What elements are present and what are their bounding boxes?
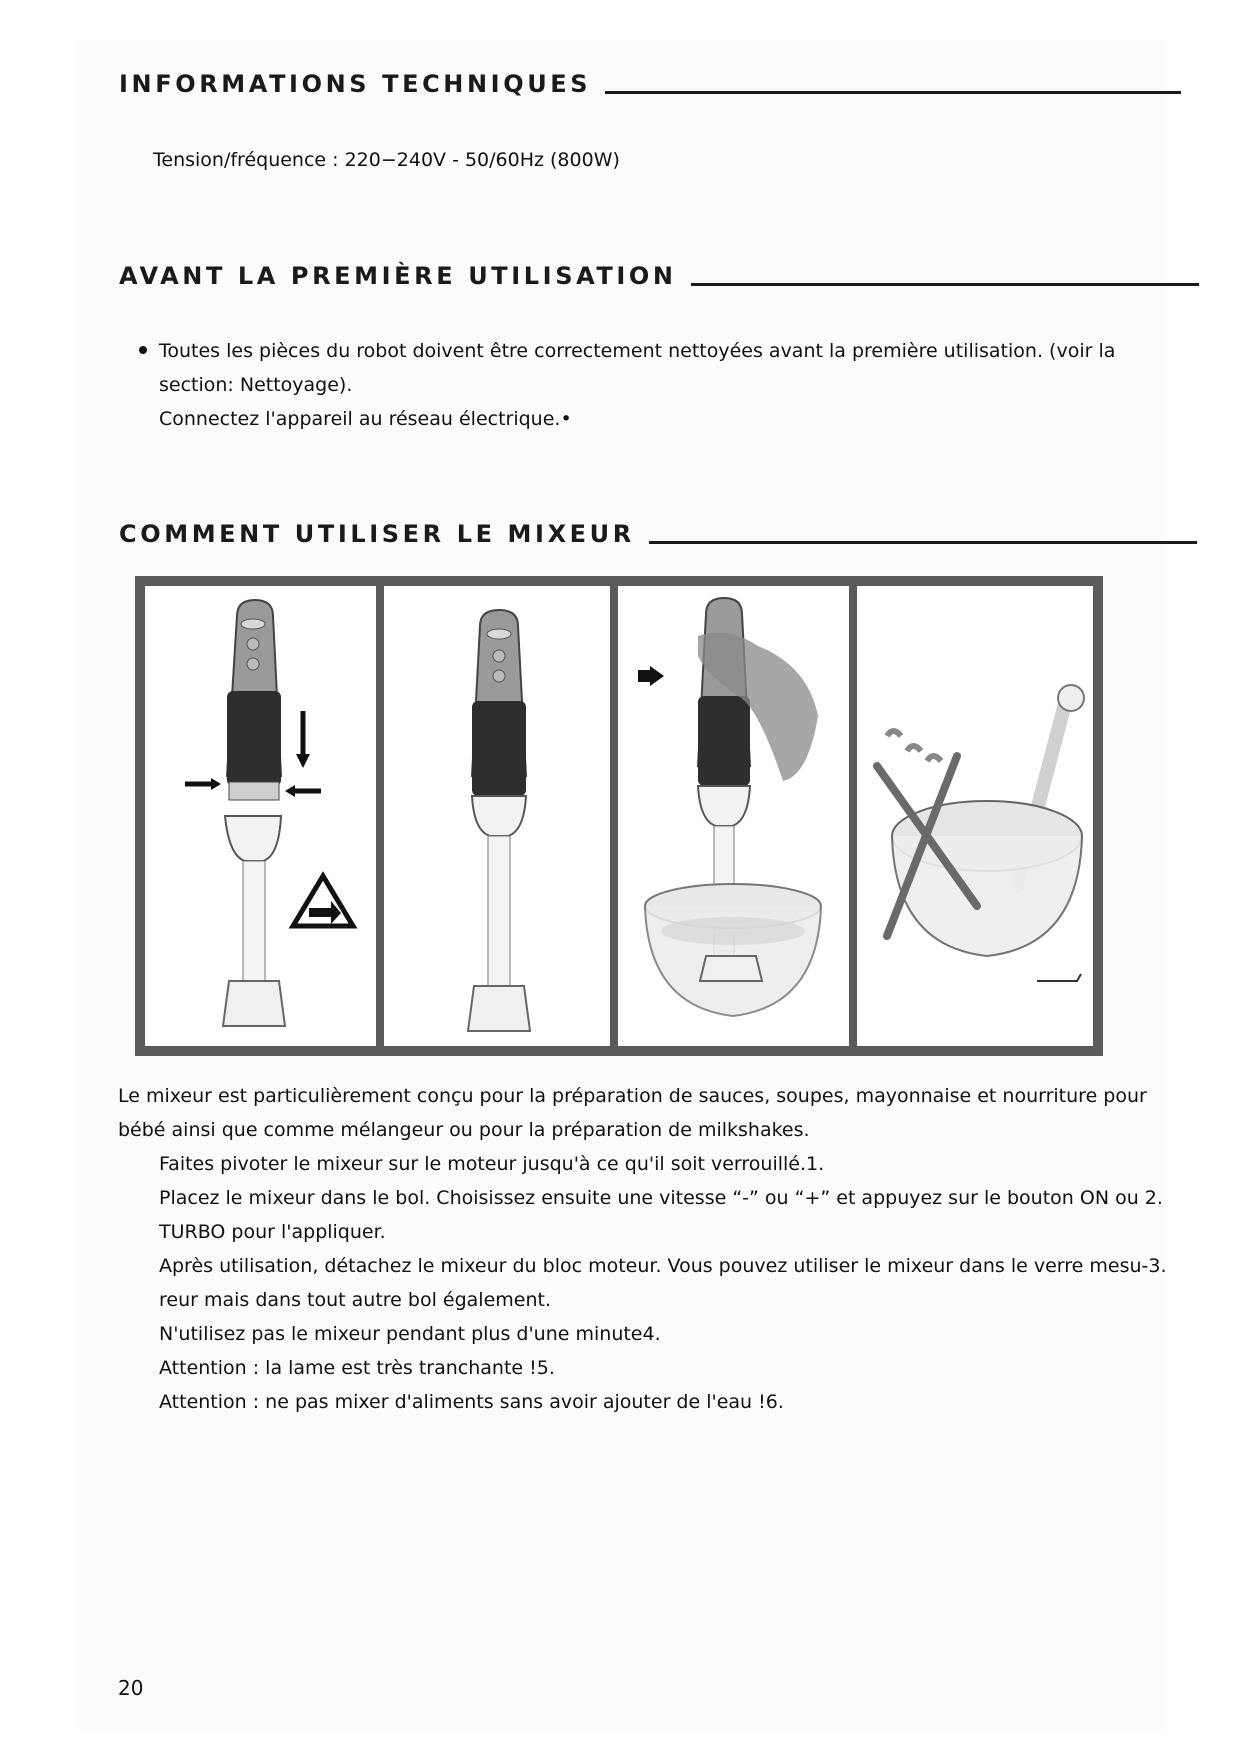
blending-illustration <box>618 586 849 1046</box>
shaft-top <box>225 816 281 861</box>
speed-button-icon <box>247 638 259 650</box>
bullet-icon <box>139 346 147 354</box>
motor-body <box>472 701 526 796</box>
assembled-illustration <box>384 586 610 1046</box>
arrow-right-head <box>211 778 221 790</box>
splash-icon <box>907 746 921 751</box>
bowl-liquid <box>661 917 805 945</box>
heading-technical-info <box>119 70 1181 98</box>
blade-guard <box>700 956 762 981</box>
step-line: N'utilisez pas le mixeur pendant plus d'une minute4. <box>159 1323 661 1345</box>
first-use-bullet-line-2: section: Nettoyage). <box>159 374 353 396</box>
heading-rule <box>691 283 1199 286</box>
heading-how-to-use <box>119 520 1197 548</box>
heading-how-to-use-text: COMMENT UTILISER LE MIXEUR <box>119 520 635 548</box>
page-number: 20 <box>118 1676 144 1700</box>
illustration-panel-blending <box>618 586 849 1046</box>
first-use-line-3: Connectez l'appareil au réseau électrique.• <box>159 408 572 430</box>
step-line: Placez le mixeur dans le bol. Choisissez ensuite une vitesse “-” ou “+” et appuyez sur le bouton ON ou 2. <box>159 1187 1163 1209</box>
shaft-stem <box>243 861 265 981</box>
heading-rule <box>649 541 1197 544</box>
heading-first-use <box>119 262 1199 290</box>
motor-top <box>487 629 511 639</box>
blender-head <box>1058 685 1084 711</box>
attach-illustration <box>145 586 376 1046</box>
step-line: TURBO pour l'appliquer. <box>159 1221 386 1243</box>
illustration-panel-warning <box>857 586 1093 1046</box>
step-line: Faites pivoter le mixeur sur le moteur jusqu'à ce qu'il soit verrouillé.1. <box>159 1153 825 1175</box>
splash-icon <box>927 756 941 761</box>
intro-line-2: bébé ainsi que comme mélangeur ou pour la préparation de milkshakes. <box>118 1119 810 1141</box>
motor-coupling <box>229 782 279 800</box>
shaft-stem <box>488 836 510 986</box>
turbo-button-icon <box>247 658 259 670</box>
motor-body <box>227 691 281 786</box>
heading-rule <box>605 91 1181 94</box>
first-use-bullet-line-1: Toutes les pièces du robot doivent être correctement nettoyées avant la première utilisation. (voir la <box>159 340 1116 362</box>
shaft-top <box>698 786 750 826</box>
step-line: reur mais dans tout autre bol également. <box>159 1289 551 1311</box>
splash-icon <box>887 731 901 736</box>
intro-line-1: Le mixeur est particulièrement conçu pour la préparation de sauces, soupes, mayonnaise et nourriture pour <box>118 1085 1147 1107</box>
step-line: Attention : ne pas mixer d'aliments sans avoir ajouter de l'eau !6. <box>159 1391 784 1413</box>
step-line: Après utilisation, détachez le mixeur du bloc moteur. Vous pouvez utiliser le mixeur dans le verre mesu-3. <box>159 1255 1167 1277</box>
warning-illustration <box>857 586 1093 1046</box>
blade-guard <box>223 981 285 1026</box>
warning-icon <box>293 876 353 926</box>
illustration-panel-assembled <box>384 586 610 1046</box>
voltage-spec: Tension/fréquence : 220−240V - 50/60Hz (800W) <box>153 149 620 171</box>
speed-button-icon <box>493 650 505 662</box>
motor-body <box>698 696 750 786</box>
corner-mark <box>1037 974 1081 981</box>
turbo-button-icon <box>493 670 505 682</box>
usage-illustration <box>135 576 1103 1056</box>
blade-guard <box>468 986 530 1031</box>
arrow-left-head <box>285 785 295 797</box>
heading-first-use-text: AVANT LA PREMIÈRE UTILISATION <box>119 262 677 290</box>
step-line: Attention : la lame est très tranchante !5. <box>159 1357 555 1379</box>
shaft-top <box>472 796 526 836</box>
heading-technical-info-text: INFORMATIONS TECHNIQUES <box>119 70 592 98</box>
illustration-panel-attach <box>145 586 376 1046</box>
arrow-right-icon <box>650 666 664 686</box>
motor-top <box>241 619 265 629</box>
arrow-right-tail <box>638 670 652 682</box>
arrow-down-head <box>296 754 310 768</box>
